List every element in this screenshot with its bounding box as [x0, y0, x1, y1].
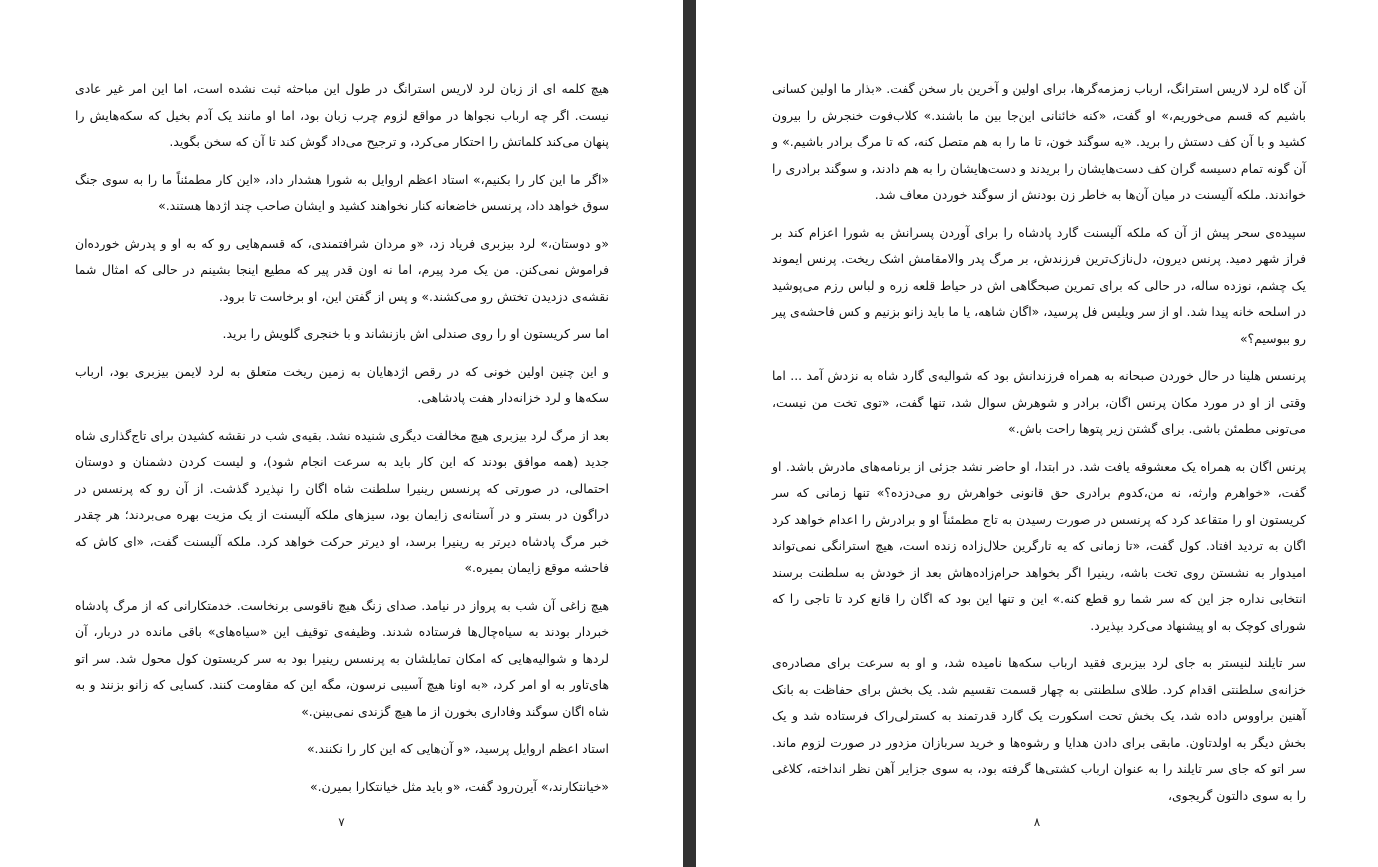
left-paragraph-4: اما سر کریستون او را روی صندلی اش بازنشاند و با خنجری گلویش را برید.	[222, 326, 609, 341]
right-paragraph-2: سپیده‌ی سحر پیش از آن که ملکه آلیسنت گارد پادشاه را برای آوردن پسرانش به شورا اعزام کند بر فراز شهر دمید. پرنس دیرون، دل‌نازک‌ترین فرزندش، بر مرگ پدر والامقامش اشک ریخت. پرنس ایموند یک چشم، نوزده ساله، در حالی که برای تمرین صبحگاهی اش در حیاط قلعه زره و لباس رزم می‌پوشید در اسلحه خانه پیدا شد. او از سر ویلیس فل پرسید، «اگان شاهه، یا ما باید زانو بزنیم و کس فاحشه‌ی پیر رو ببوسیم؟»	[772, 224, 1306, 346]
left-paragraph-3: «و دوستان،» لرد بیزبری فریاد زد، «و مردان شرافتمندی، که قسم‌هایی رو که به او و پدرش خورده‌ان فراموش نمی‌کنن. من یک مرد پیرم، اما نه اون قدر پیر که مطیع اینجا بشینم در حالی که امثال شما نقشه‌ی دزدیدن تختش رو می‌کشند.» و پس از گفتن این، او برخاست تا برود.	[75, 235, 609, 304]
left-page-number: ۷	[338, 815, 345, 829]
right-paragraph-3: پرنسس هلینا در حال خوردن صبحانه به همراه فرزندانش بود که شوالیه‌ی گارد شاه به نزدش آمد ... اما وقتی از او در مورد مکان پرنس اگان، برادر و شوهرش سوال شد، تنها گفت، «توی تخت من نیست، می‌تونی مطمئن باشی. برای گشتن زیر پتوها راحت باش.»	[772, 368, 1306, 436]
left-paragraph-7: هیچ زاغی آن شب به پرواز در نیامد. صدای زنگ هیچ ناقوسی برنخاست. خدمتکارانی که از مرگ پادشاه خبردار بودند به سیاه‌چال‌ها فرستاده شدند. وظیفه‌ی توقیف این «سیاه‌های» باقی مانده در دربار، آن لردها و شوالیه‌هایی که امکان تمایلشان به پرنسس رینیرا بود به سر کریستون کول محول شد. سر اتو های‌تاور به او امر کرد، «به اونا هیچ آسیبی نرسون، مگه این که مقاومت کنند. کسایی که زانو بزنند و به شاه اگان سوگند وفاداری بخورن از ما هیچ گزندی نمی‌بینن.»	[75, 597, 609, 719]
left-paragraph-9: «خیانتکارند،» آیرن‌رود گفت، «و باید مثل خیانتکارا بمیرن.»	[309, 778, 609, 794]
right-paragraph-1: آن گاه لرد لاریس استرانگ، ارباب زمزمه‌گرها، برای اولین و آخرین بار سخن گفت. «بذار ما اولین کسانی باشیم که قسم می‌خوریم،» او گفت، «کنه خائنانی این‌جا بین ما باشند.» کلاب‌فوت خنجرش را بیرون کشید و با آن کف دستش را برید. «یه سوگند خون، تا ما را به هم متصل کنه، که تا مرگ برادر باشیم.» و آن گونه تمام دسیسه گران کف دست‌هایشان را بریدند و دست‌هایشان را به هم دادند، و سوگند برادری را خواندند. ملکه آلیسنت در میان آن‌ها به خاطر زن بودنش از سوگند خوردن معاف شد.	[772, 81, 1306, 202]
left-page-text	[75, 76, 609, 800]
left-paragraph-8: استاد اعظم اروایل پرسید، «و آن‌هایی که این کار را نکنند.»	[306, 741, 609, 756]
left-paragraph-5: و این چنین اولین خونی که در رقص اژدهایان به زمین ریخت متعلق به لرد لایمن بیزبری بود، ارباب سکه‌ها و لرد خزانه‌دار هفت پادشاهی.	[75, 363, 609, 405]
right-paragraph-5: سر تایلند لنیستر به جای لرد بیزبری فقید ارباب سکه‌ها نامیده شد، و او به سرعت برای مصادره‌ی خزانه‌ی سلطنتی اقدام کرد. طلای سلطنتی به چهار قسمت تقسیم شد. یک بخش برای حفاظت به بانک آهنین براووس داده شد، یک بخش تحت اسکورت یک گارد قدرتمند به کسترلی‌راک فرستاده شد و یک بخش دیگر به اولدتاون. مابقی برای دادن هدایا و رشوه‌ها و خرید سربازان مزدور در صورت لزوم ماند. سر اتو که جای سر تایلند را به عنوان ارباب کشتی‌ها گرفته بود، به سوی جزایر آهن نظر انداخته، کلاغی را به سوی دالتون گریجوی،	[772, 655, 1306, 803]
right-page-text	[772, 76, 1306, 809]
right-page	[696, 0, 1378, 867]
left-paragraph-1: هیچ کلمه ای از زبان لرد لاریس استرانگ در طول این مباحثه ثبت نشده است، اما این امر غیر عادی نیست. اگر چه ارباب نجواها در مواقع لزوم چرب زبان بود، اما او مانند یک آدم بخیل که سکه‌هایش را پنهان می‌کند کلماتش را احتکار می‌کرد، و ترجیح می‌داد گوش کند تا آن که سخن بگوید.	[75, 81, 609, 149]
page-gutter-divider	[683, 0, 696, 867]
left-page	[0, 0, 683, 867]
right-page-number: ۸	[1033, 815, 1041, 829]
left-paragraph-2: «اگر ما این کار را بکنیم،» استاد اعظم اروایل به شورا هشدار داد، «این کار مطمئناً ما را به سوی جنگ سوق خواهد داد، پرنسس خاضعانه کنار نخواهند کشید و ایشان صاحب چند اژدها هستند.»	[75, 171, 609, 213]
right-paragraph-4: پرنس اگان به همراه یک معشوقه یافت شد. در ابتدا، او حاضر نشد جزئی از برنامه‌های مادرش باشد. او گفت، «خواهرم وارثه، نه من،کدوم برادری حق قانونی خواهرش رو می‌دزده؟» تنها زمانی که سر کریستون او را متقاعد کرد که پرنسس در صورت رسیدن به تاج مطمئناً او و برادرش را اعدام خواهد کرد اگان به تردید افتاد. کول گفت، «تا زمانی که یه تارگرین حلال‌زاده زنده است، هیچ استرانگی نمی‌تواند امیدوار به نشستن روی تخت باشه، رینیرا اگر بخواهد حرام‌زاده‌هاش بعد از خودش به سلطنت برسند انتخابی نداره جز این که سر شما رو قطع کنه.» این و تنها این بود که اگان را قانع کرد تا تاجی را که شورای کوچک به او پیشنهاد می‌کرد بپذیرد.	[772, 458, 1306, 633]
left-paragraph-6: بعد از مرگ لرد بیزبری هیچ مخالفت دیگری شنیده نشد. بقیه‌ی شب در نقشه کشیدن برای تاج‌گذاری شاه جدید (همه موافق بودند که این کار باید به سرعت انجام شود)، و لیست کردن دشمنان و دوستان احتمالی، در صورتی که پرنسس رینیرا سلطنت شاه اگان را نپذیرد گذشت. از آن رو که پرنسس در دراگون در بستر و در آستانه‌ی زایمان بود، سیزهای ملکه آلیسنت از یک مزیت بهره می‌بردند؛ هر چقدر خبر مرگ پادشاه دیرتر به رینیرا برسد، او دیرتر حرکت خواهد کرد. ملکه آلیسنت گفت، «ای کاش که فاحشه موقع زایمان بمیره.»	[75, 427, 609, 575]
